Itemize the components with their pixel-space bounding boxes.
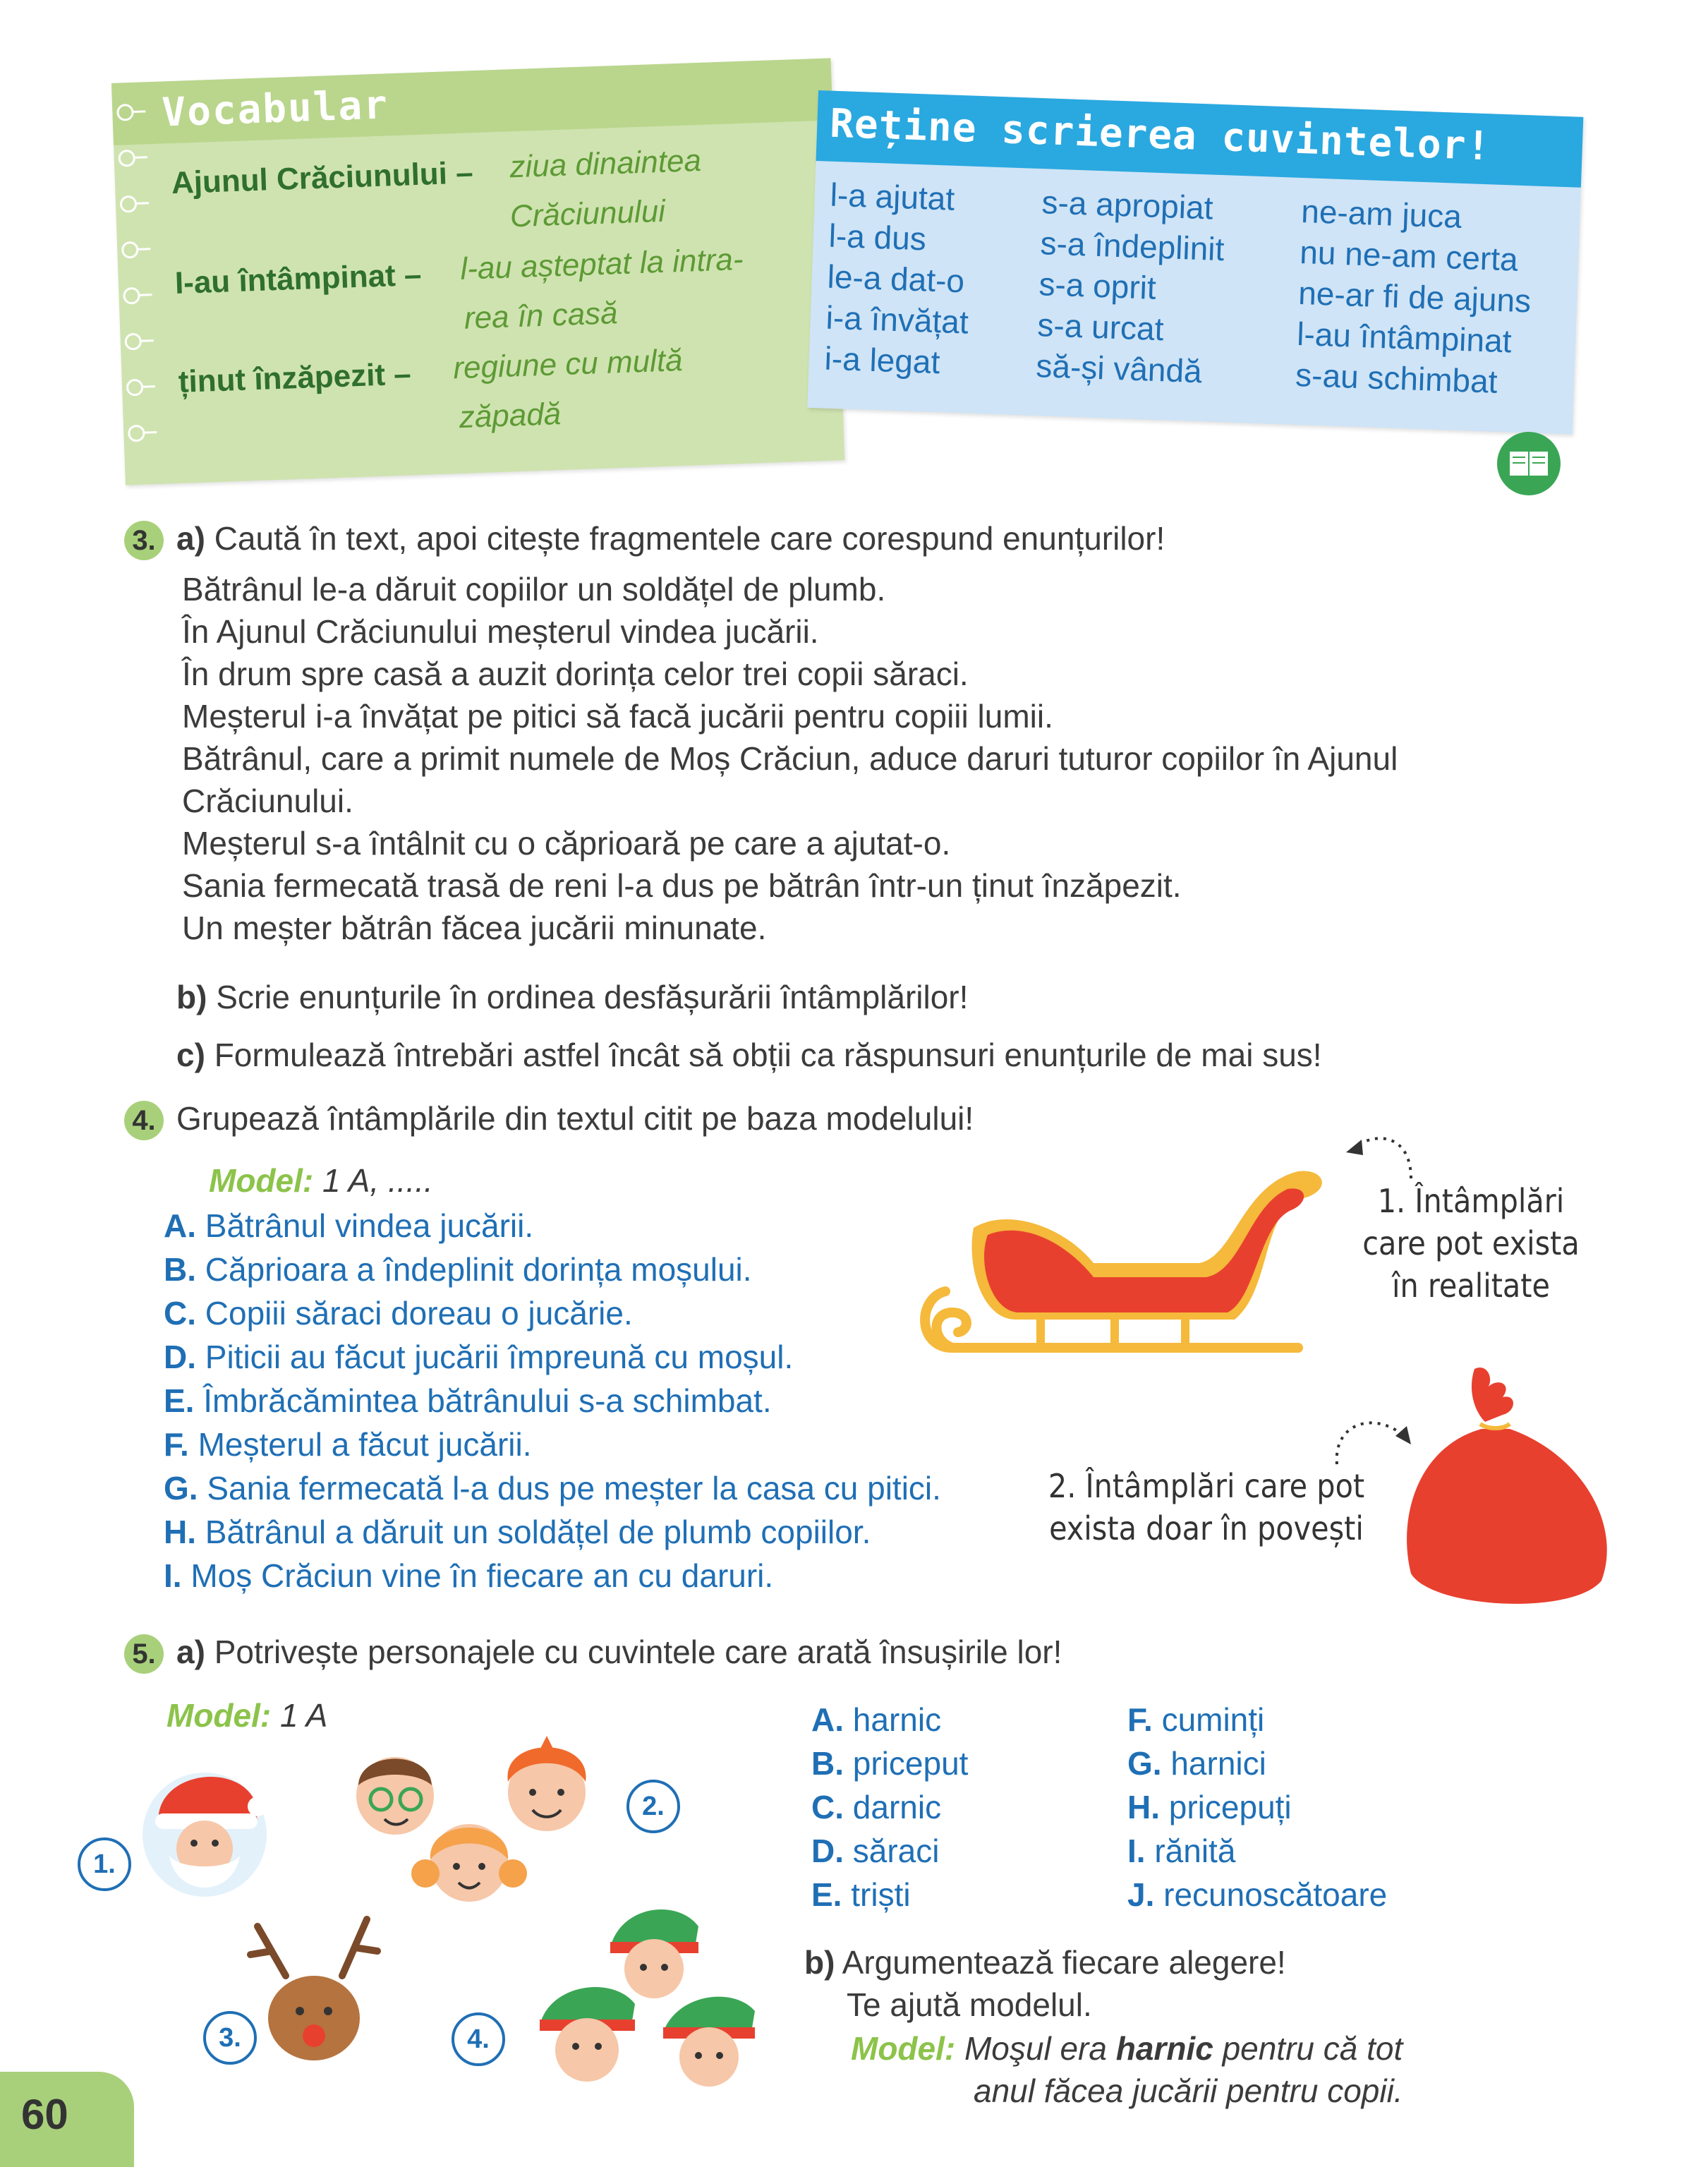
event-item [164, 1250, 752, 1288]
exercise-3a-instruction [176, 519, 1165, 557]
story-line: Bătrânul, care a primit numele de Moș Crăciun, aduce daruri tuturor copiilor în Ajunul [182, 740, 1398, 777]
trait-option [1127, 1788, 1292, 1826]
option-word: priceput [852, 1745, 969, 1782]
option-word: săraci [852, 1833, 940, 1869]
option-letter: B. [811, 1745, 844, 1782]
option-word: triști [851, 1876, 911, 1913]
spelling-word: s-a apropiat [1041, 183, 1214, 227]
option-word: pricepuți [1168, 1789, 1292, 1825]
item-letter: A. [164, 1207, 196, 1244]
spelling-word: l-a dus [828, 217, 927, 258]
santa-illustration [138, 1757, 272, 1905]
spelling-word: nu ne-am certa [1299, 233, 1519, 278]
item-text: Moș Crăciun vine în fiecare an cu daruri. [190, 1557, 774, 1594]
option-letter: F. [1127, 1701, 1153, 1738]
item-text: Bătrânul a dăruit un soldățel de plumb copiilor. [205, 1514, 871, 1550]
event-item [164, 1382, 772, 1420]
vocab-term: Ajunul Crăciunului – [171, 155, 474, 201]
instruction-text: Te ajută modelul. [847, 1986, 1092, 2023]
story-line: În Ajunul Crăciunului meșterul vindea jucării. [182, 613, 819, 650]
option-letter: H. [1127, 1789, 1160, 1825]
model-keyword: harnic [1115, 2030, 1213, 2067]
spelling-word: i-a învățat [825, 298, 969, 341]
model-label: Model: [851, 2030, 956, 2067]
spiral-ring [128, 425, 145, 442]
option-letter: C. [811, 1789, 844, 1825]
label-line: exista doar în povești [1049, 1509, 1364, 1547]
label-line: care pot exista [1362, 1224, 1580, 1262]
option-word: cuminți [1161, 1701, 1265, 1738]
vocabulary-card [111, 58, 844, 485]
story-line: În drum spre casă a auzit dorința celor trei copii săraci. [182, 656, 969, 692]
story-line: Meșterul i-a învățat pe pitici să facă jucării pentru copiii lumii. [182, 698, 1053, 735]
vocabulary-title: Vocabular [161, 82, 389, 136]
character-callout: 3. [203, 2011, 257, 2065]
vocab-definition: ziua dinaintea [509, 143, 702, 185]
vocab-term: I-au întâmpinat – [174, 257, 423, 301]
exercise-number: 5. [124, 1634, 164, 1674]
story-line: Bătrânul le-a dăruit copiilor un soldățel de plumb. [182, 571, 886, 608]
trait-option [811, 1701, 941, 1739]
spiral-ring [118, 150, 135, 167]
item-letter: B. [164, 1251, 196, 1288]
trait-option [1127, 1832, 1235, 1870]
option-letter: I. [1127, 1833, 1146, 1869]
item-text: Sania fermecată l-a dus pe meșter la casa cu pitici. [207, 1470, 941, 1507]
item-letter: I. [164, 1557, 182, 1594]
spiral-ring [123, 287, 140, 305]
label-line: 1. Întâmplări [1377, 1182, 1565, 1220]
option-letter: E. [811, 1876, 842, 1913]
vocab-definition: Crăciunului [509, 193, 666, 234]
story-line: Meșterul s-a întâlnit cu o căprioară pe care a ajutat-o. [182, 825, 951, 862]
page-number: 60 [21, 2091, 68, 2138]
spelling-column [824, 174, 974, 384]
spiral-ring [124, 333, 142, 351]
model-label: Model: [166, 1697, 272, 1734]
item-letter: E. [164, 1382, 195, 1419]
spelling-word: s-au schimbat [1295, 356, 1498, 400]
exercise-3c-instruction [176, 1036, 1322, 1074]
item-letter: C. [164, 1295, 196, 1332]
subpoint-label: a) [176, 520, 205, 557]
label-line: 2. Întâmplări care pot [1048, 1467, 1365, 1505]
spelling-word: s-a oprit [1038, 265, 1157, 306]
exercise-5b-instruction [804, 1943, 1286, 1981]
model-text: anul făcea jucării pentru copii. [974, 2072, 1403, 2109]
trait-option [811, 1788, 941, 1826]
model-text: pentru că tot [1222, 2030, 1403, 2067]
item-text: Îmbrăcămintea bătrânului s-a schimbat. [203, 1382, 772, 1419]
option-word: recunoscătoare [1163, 1876, 1388, 1913]
event-item [164, 1469, 941, 1507]
item-text: Meșterul a făcut jucării. [198, 1426, 532, 1463]
item-text: Bătrânul vindea jucării. [205, 1207, 534, 1244]
exercise-number: 3. [124, 521, 164, 560]
item-letter: D. [164, 1339, 196, 1375]
exercise-3b-instruction [176, 978, 968, 1016]
event-item [164, 1557, 773, 1595]
item-letter: F. [164, 1426, 189, 1463]
spelling-word: s-a îndeplinit [1039, 224, 1225, 268]
instruction-text: Potrivește personajele cu cuvintele care arată însușirile lor! [214, 1634, 1062, 1670]
reindeer-illustration [243, 1912, 384, 2075]
option-letter: J. [1127, 1876, 1155, 1913]
spelling-word: i-a legat [823, 339, 941, 381]
story-line: Crăciunului. [182, 783, 353, 819]
instruction-text: Scrie enunțurile în ordinea desfășurării întâmplărilor! [216, 979, 969, 1015]
spelling-word: să-și vândă [1035, 347, 1203, 390]
event-item [164, 1294, 633, 1332]
label-line: în realitate [1392, 1267, 1550, 1305]
story-line: Un meșter bătrân făcea jucării minunate. [182, 910, 767, 946]
item-letter: H. [164, 1514, 196, 1550]
option-word: rănită [1154, 1833, 1236, 1869]
spelling-word: le-a dat-o [826, 258, 965, 300]
spelling-column [1295, 191, 1534, 403]
model-text: 1 A, ..... [322, 1162, 433, 1199]
character-callout: 1. [78, 1837, 131, 1891]
option-letter: G. [1127, 1745, 1162, 1782]
exercise-number: 4. [124, 1101, 164, 1140]
sack-illustration [1390, 1362, 1623, 1616]
vocab-definition: regiune cu multă [452, 343, 684, 386]
dotted-arrow-icon [1326, 1408, 1418, 1471]
category-label-fiction [1037, 1465, 1376, 1550]
instruction-text: Argumentează fiecare alegere! [842, 1944, 1286, 1981]
trait-option [1127, 1701, 1264, 1739]
spelling-word: l-au întâmpinat [1296, 315, 1513, 360]
elf-illustration [649, 1986, 769, 2092]
event-item [164, 1207, 533, 1245]
spelling-column [1036, 181, 1227, 392]
option-letter: A. [811, 1701, 844, 1738]
option-word: harnici [1170, 1745, 1266, 1782]
spiral-ring [126, 379, 144, 397]
option-letter: D. [811, 1833, 844, 1869]
trait-option [811, 1876, 911, 1914]
elf-illustration [522, 1976, 649, 2089]
subpoint-label: b) [176, 979, 207, 1015]
subpoint-label: c) [176, 1037, 205, 1073]
spelling-word: ne-am juca [1300, 193, 1462, 235]
item-text: Piticii au făcut jucării împreună cu moșul. [205, 1339, 794, 1375]
vocab-term: ținut înzăpezit – [177, 356, 412, 399]
spiral-ring [120, 195, 138, 213]
model-text: 1 A [279, 1697, 328, 1734]
model-text: Moşul era [964, 2030, 1107, 2067]
event-item [164, 1425, 532, 1463]
sleigh-illustration [903, 1143, 1340, 1390]
item-text: Copiii săraci doreau o jucărie. [205, 1295, 633, 1332]
subpoint-label: b) [804, 1944, 835, 1981]
subpoint-label: a) [176, 1634, 205, 1670]
item-letter: G. [164, 1470, 198, 1507]
model-label: Model: [209, 1162, 314, 1199]
vocab-definition: rea în casă [464, 296, 619, 336]
spelling-word: l-a ajutat [829, 176, 956, 217]
trait-option [811, 1744, 968, 1782]
option-word: darnic [852, 1789, 942, 1825]
exercise-4-instruction: Grupează întâmplările din textul citit pe baza modelului! [176, 1100, 974, 1137]
exercise-5a-instruction [176, 1633, 1062, 1671]
option-word: harnic [852, 1701, 942, 1738]
spiral-ring [121, 241, 139, 259]
event-item [164, 1513, 871, 1551]
instruction-text: Formulează întrebări astfel încât să obții ca răspunsuri enunțurile de mai sus! [214, 1037, 1322, 1073]
girl-illustration [406, 1806, 533, 1912]
trait-option [1127, 1744, 1266, 1782]
event-item [164, 1338, 793, 1376]
character-callout: 2. [626, 1780, 680, 1833]
character-callout: 4. [452, 2012, 505, 2066]
spelling-title: Reține scrierea cuvintelor! [829, 100, 1492, 170]
instruction-text: Caută în text, apoi citește fragmentele care corespund enunțurilor! [214, 520, 1165, 557]
spelling-card [807, 90, 1583, 435]
story-line: Sania fermecată trasă de reni l-a dus pe bătrân într-un ținut înzăpezit. [182, 867, 1182, 904]
model-line [209, 1161, 433, 1200]
trait-option [811, 1832, 940, 1870]
spelling-word: s-a urcat [1036, 306, 1165, 348]
trait-option [1127, 1876, 1387, 1914]
book-icon [1497, 432, 1561, 495]
vocab-definition: l-au așteptat la intra- [459, 241, 744, 286]
spelling-word: ne-ar fi de ajuns [1297, 274, 1532, 320]
vocab-definition: zăpadă [458, 397, 562, 435]
item-text: Căprioara a îndeplinit dorința moșului. [205, 1251, 752, 1288]
category-label-reality [1355, 1180, 1587, 1307]
model-line [166, 1696, 327, 1734]
model-example [851, 2029, 1403, 2068]
